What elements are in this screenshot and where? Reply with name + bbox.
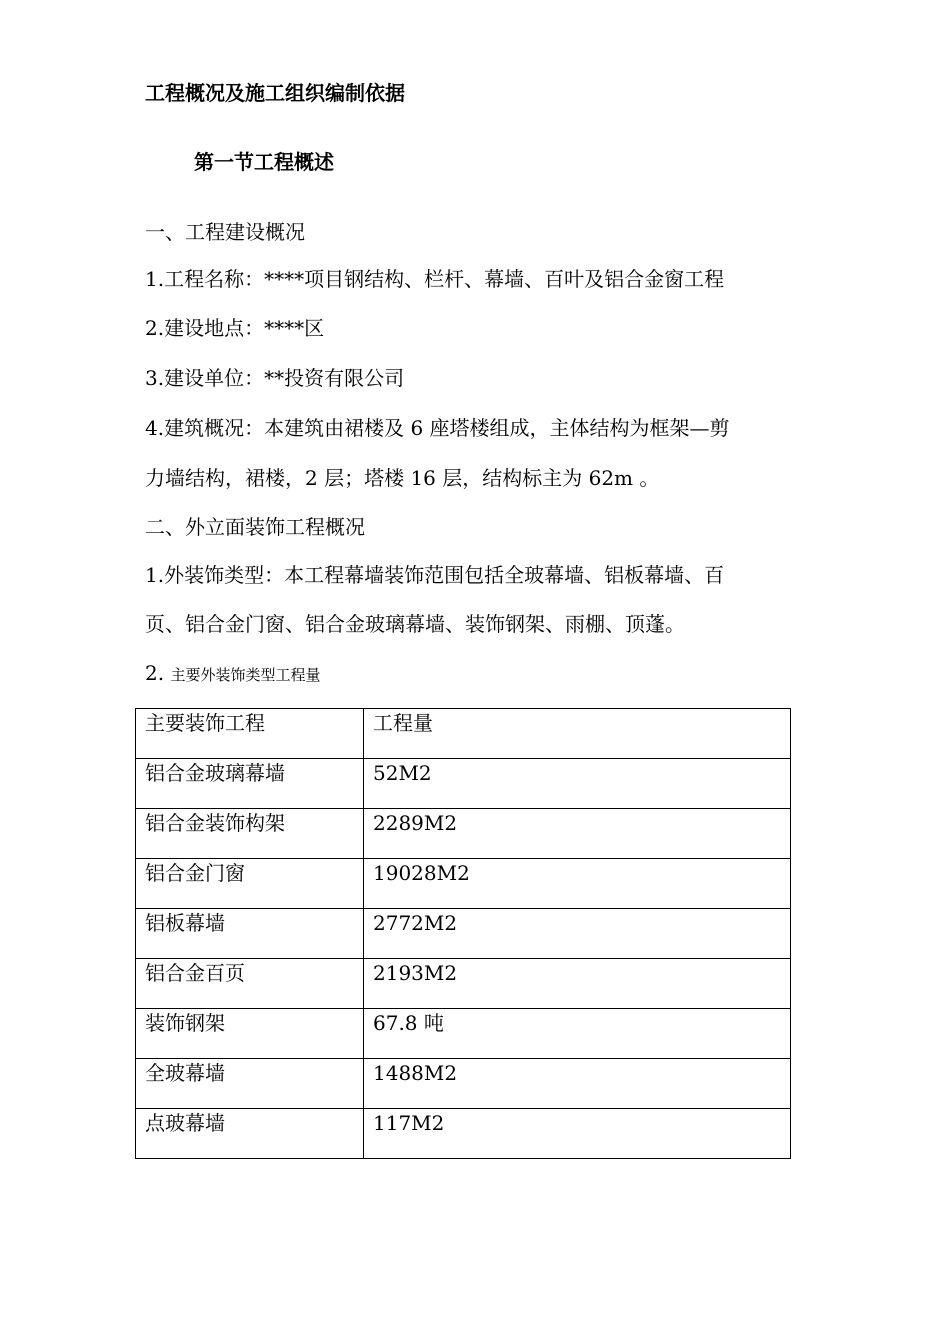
project-name-line: 1.工程名称：****项目钢结构、栏杆、幕墙、百叶及铝合金窗工程 <box>145 267 725 291</box>
part1-heading: 一、工程建设概况 <box>145 220 305 244</box>
table-cell: 1488M2 <box>364 1059 791 1109</box>
table-row <box>136 1009 791 1059</box>
table-cell: 点玻幕墙 <box>136 1109 364 1159</box>
developer-line: 3.建设单位：**投资有限公司 <box>145 366 405 390</box>
table-cell: 铝合金装饰构架 <box>136 809 364 859</box>
table-cell: 19028M2 <box>364 859 791 909</box>
table-row <box>136 1059 791 1109</box>
table-cell: 铝板幕墙 <box>136 909 364 959</box>
table-header-cell: 工程量 <box>364 709 791 759</box>
table-cell: 全玻幕墙 <box>136 1059 364 1109</box>
part2-heading: 二、外立面装饰工程概况 <box>145 515 365 539</box>
quantity-table <box>135 708 791 1159</box>
table-cell: 铝合金玻璃幕墙 <box>136 759 364 809</box>
table-row <box>136 1109 791 1159</box>
site-location-line: 2.建设地点：****区 <box>145 316 325 340</box>
table-cell: 52M2 <box>364 759 791 809</box>
table-row <box>136 909 791 959</box>
table-cell: 装饰钢架 <box>136 1009 364 1059</box>
list-number: 2. <box>145 661 165 685</box>
document-title: 工程概况及施工组织编制依据 <box>145 81 405 105</box>
table-cell: 117M2 <box>364 1109 791 1159</box>
table-row <box>136 809 791 859</box>
quantity-list-item <box>145 660 320 688</box>
table-row <box>136 759 791 809</box>
table-header-row <box>136 709 791 759</box>
table-cell: 2289M2 <box>364 809 791 859</box>
table-cell: 2193M2 <box>364 959 791 1009</box>
table-cell: 67.8 吨 <box>364 1009 791 1059</box>
table-row <box>136 959 791 1009</box>
table-cell: 铝合金百页 <box>136 959 364 1009</box>
table-cell: 铝合金门窗 <box>136 859 364 909</box>
decoration-type-line-2: 页、铝合金门窗、铝合金玻璃幕墙、装饰钢架、雨棚、顶蓬。 <box>145 612 685 636</box>
table-row <box>136 859 791 909</box>
building-overview-line-1: 4.建筑概况：本建筑由裙楼及 6 座塔楼组成，主体结构为框架—剪 <box>145 416 730 440</box>
decoration-type-line-1: 1.外装饰类型：本工程幕墙装饰范围包括全玻幕墙、铝板幕墙、百 <box>145 563 725 587</box>
table-cell: 2772M2 <box>364 909 791 959</box>
table-header-cell: 主要装饰工程 <box>136 709 364 759</box>
list-caption: 主要外装饰类型工程量 <box>170 666 321 684</box>
building-overview-line-2: 力墙结构，裙楼，2 层；塔楼 16 层，结构标主为 62m 。 <box>145 466 660 490</box>
section-title: 第一节工程概述 <box>194 150 334 174</box>
